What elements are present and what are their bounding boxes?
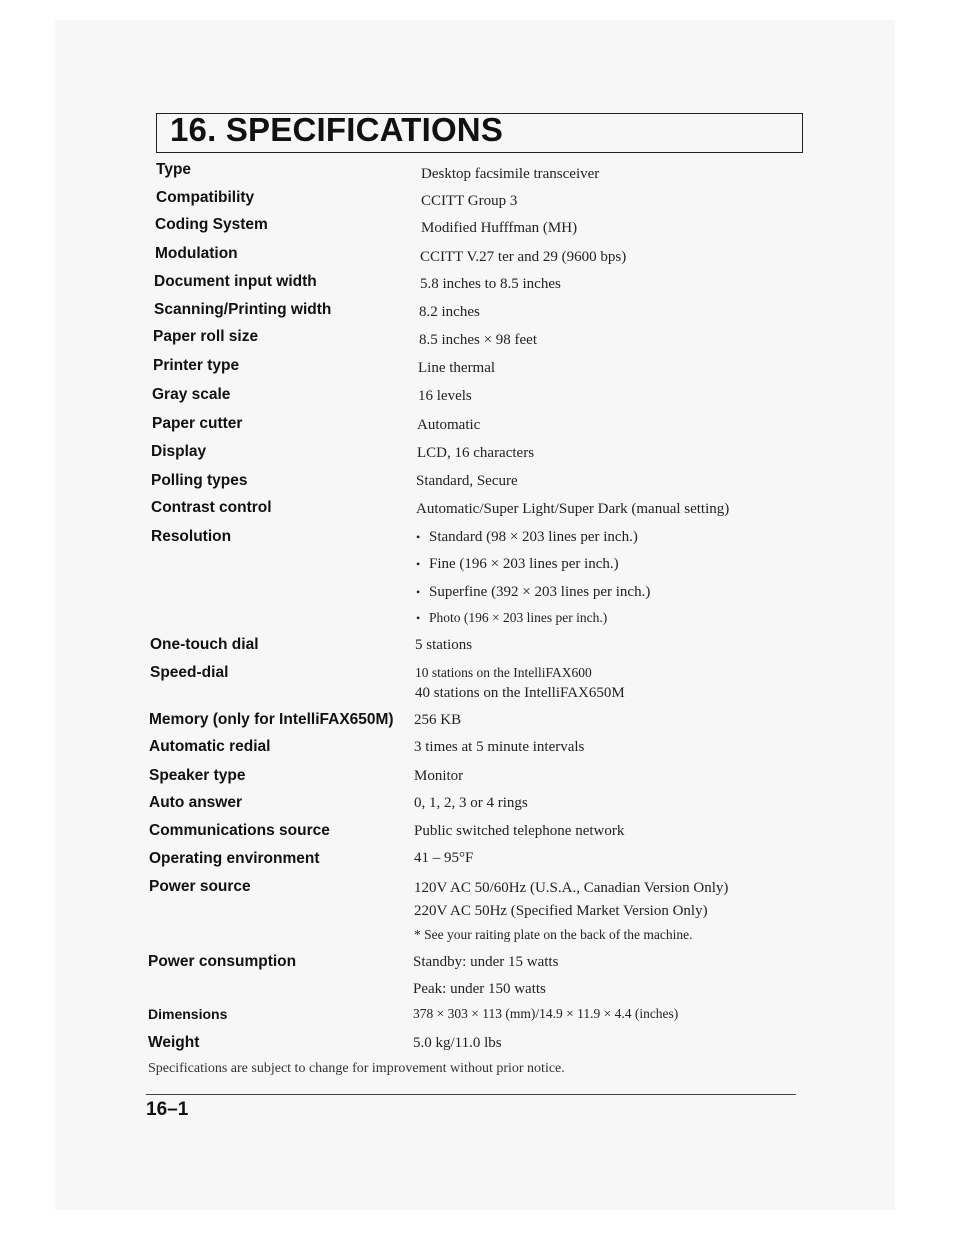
spec-label-paper-cutter: Paper cutter: [152, 415, 243, 432]
spec-value-speaker-type: Monitor: [414, 768, 464, 784]
power-source-note: * See your raiting plate on the back of the machine.: [414, 927, 693, 942]
spec-label-power-consumption: Power consumption: [148, 953, 297, 970]
spec-value-paper-roll-size: 8.5 inches × 98 feet: [419, 332, 538, 348]
spec-value-communications-source: Public switched telephone network: [414, 823, 625, 839]
spec-label-memory: Memory (only for IntelliFAX650M): [149, 711, 394, 728]
spec-label-scanning-printing-width: Scanning/Printing width: [154, 301, 332, 318]
spec-label-power-source: Power source: [149, 878, 251, 895]
spec-label-operating-environment: Operating environment: [149, 850, 320, 867]
resolution-standard-text: Standard (98 × 203 lines per inch.): [429, 529, 638, 545]
spec-value-operating-environment: 41 – 95°F: [414, 850, 474, 866]
spec-label-document-input-width: Document input width: [154, 273, 317, 290]
spec-label-speed-dial: Speed-dial: [150, 664, 229, 681]
spec-value-modulation: CCITT V.27 ter and 29 (9600 bps): [420, 249, 627, 265]
resolution-superfine: [416, 584, 650, 601]
spec-label-contrast-control: Contrast control: [151, 499, 272, 516]
spec-value-auto-answer: 0, 1, 2, 3 or 4 rings: [414, 795, 528, 811]
spec-label-weight: Weight: [148, 1034, 200, 1051]
spec-label-gray-scale: Gray scale: [152, 386, 231, 403]
spec-value-weight: 5.0 kg/11.0 lbs: [413, 1035, 502, 1051]
spec-value-automatic-redial: 3 times at 5 minute intervals: [414, 739, 585, 755]
spec-label-dimensions: Dimensions: [148, 1006, 228, 1022]
power-consumption-peak: Peak: under 150 watts: [413, 981, 546, 997]
page-title: 16. SPECIFICATIONS: [170, 111, 504, 148]
spec-value-scanning-printing-width: 8.2 inches: [419, 304, 480, 320]
power-source-120v: 120V AC 50/60Hz (U.S.A., Canadian Version Only): [414, 880, 729, 896]
spec-value-document-input-width: 5.8 inches to 8.5 inches: [420, 276, 561, 292]
spec-value-dimensions: 378 × 303 × 113 (mm)/14.9 × 11.9 × 4.4 (inches): [413, 1006, 679, 1021]
spec-label-resolution: Resolution: [151, 528, 232, 545]
spec-value-paper-cutter: Automatic: [417, 417, 481, 433]
speed-dial-intellifax650m: 40 stations on the IntelliFAX650M: [415, 685, 625, 701]
spec-label-display: Display: [151, 443, 207, 460]
spec-value-display: LCD, 16 characters: [417, 445, 535, 461]
spec-label-communications-source: Communications source: [149, 822, 330, 839]
spec-value-one-touch-dial: 5 stations: [415, 637, 473, 653]
resolution-standard: [416, 529, 638, 546]
spec-label-coding-system: Coding System: [155, 216, 268, 233]
spec-label-automatic-redial: Automatic redial: [149, 738, 271, 755]
resolution-fine: [416, 556, 619, 573]
spec-label-type: Type: [156, 161, 192, 178]
resolution-photo: [416, 610, 607, 626]
spec-value-printer-type: Line thermal: [418, 360, 496, 376]
spec-value-contrast-control: Automatic/Super Light/Super Dark (manual setting): [416, 501, 730, 517]
spec-value-type: Desktop facsimile transceiver: [421, 166, 600, 182]
spec-label-printer-type: Printer type: [153, 357, 240, 374]
power-consumption-standby: Standby: under 15 watts: [413, 954, 559, 970]
footer-divider: [146, 1094, 796, 1095]
spec-value-compatibility: CCITT Group 3: [421, 193, 518, 209]
spec-label-compatibility: Compatibility: [156, 189, 255, 206]
spec-value-memory: 256 KB: [414, 712, 462, 728]
resolution-photo-text: Photo (196 × 203 lines per inch.): [429, 610, 608, 625]
spec-value-polling-types: Standard, Secure: [416, 473, 518, 489]
spec-value-coding-system: Modified Hufffman (MH): [421, 220, 578, 236]
spec-label-paper-roll-size: Paper roll size: [153, 328, 259, 345]
resolution-fine-text: Fine (196 × 203 lines per inch.): [429, 556, 619, 572]
resolution-superfine-text: Superfine (392 × 203 lines per inch.): [429, 584, 651, 600]
spec-value-gray-scale: 16 levels: [418, 388, 472, 404]
spec-label-polling-types: Polling types: [151, 472, 248, 489]
speed-dial-intellifax600: 10 stations on the IntelliFAX600: [415, 665, 592, 680]
spec-label-one-touch-dial: One-touch dial: [150, 636, 259, 653]
spec-label-auto-answer: Auto answer: [149, 794, 243, 811]
spec-label-speaker-type: Speaker type: [149, 767, 246, 784]
page-number: 16–1: [146, 1099, 189, 1120]
spec-label-modulation: Modulation: [155, 245, 238, 262]
specifications-footnote: Specifications are subject to change for improvement without prior notice.: [148, 1061, 565, 1076]
power-source-220v: 220V AC 50Hz (Specified Market Version Only): [414, 903, 708, 919]
